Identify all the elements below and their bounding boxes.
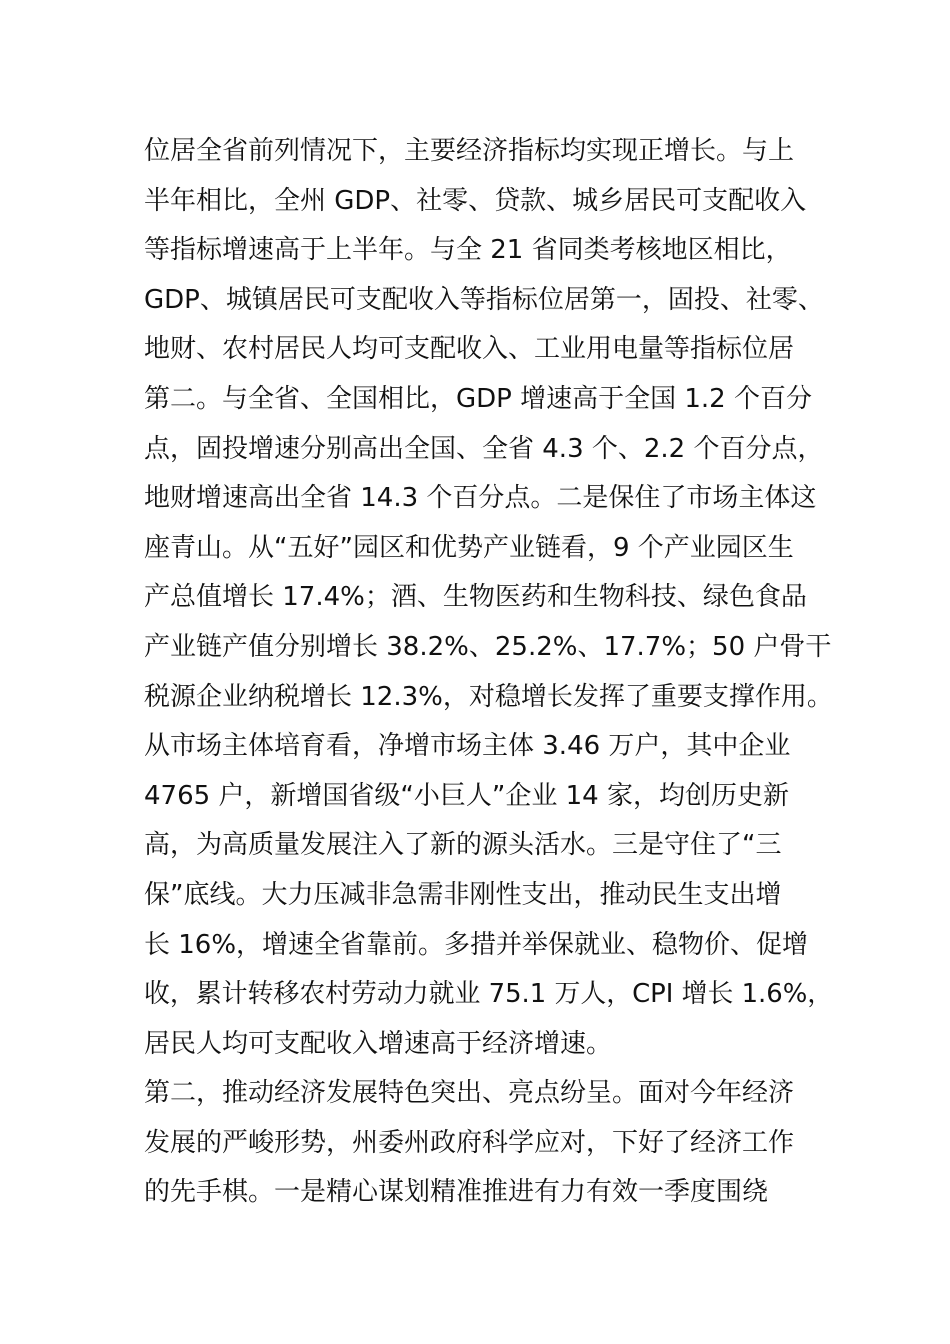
text-line-12: 税源企业纳税增长 12.3%，对稳增长发挥了重要支撑作用。 xyxy=(144,681,833,712)
text-line-22: 的先手棋。一是精心谋划精准推进有力有效一季度围绕 xyxy=(144,1177,769,1208)
text-line-11: 产业链产值分别增长 38.2%、25.2%、17.7%；50 户骨干 xyxy=(144,631,832,662)
text-line-2: 半年相比，全州 GDP、社零、贷款、城乡居民可支配收入 xyxy=(144,185,807,216)
body-text xyxy=(144,127,834,1218)
text-line-17: 长 16%，增速全省靠前。多措并举保就业、稳物价、促增 xyxy=(144,929,809,960)
text-line-13: 从市场主体培育看，净增市场主体 3.46 万户，其中企业 xyxy=(144,731,791,762)
text-line-3: 等指标增速高于上半年。与全 21 省同类考核地区相比， xyxy=(144,235,792,266)
text-line-20: 第二，推动经济发展特色突出、亮点纷呈。面对今年经济 xyxy=(144,1078,795,1109)
text-line-15: 高，为高质量发展注入了新的源头活水。三是守住了“三 xyxy=(144,830,782,861)
text-line-9: 座青山。从“五好”园区和优势产业链看，9 个产业园区生 xyxy=(144,532,794,563)
text-line-14: 4765 户，新增国省级“小巨人”企业 14 家，均创历史新 xyxy=(144,780,789,811)
text-line-10: 产总值增长 17.4%；酒、生物医药和生物科技、绿色食品 xyxy=(144,582,807,613)
text-line-8: 地财增速高出全省 14.3 个百分点。二是保住了市场主体这 xyxy=(144,483,817,514)
text-line-6: 第二。与全省、全国相比，GDP 增速高于全国 1.2 个百分 xyxy=(144,383,812,414)
text-line-16: 保”底线。大力压减非急需非刚性支出，推动民生支出增 xyxy=(144,879,782,910)
text-line-4: GDP、城镇居民可支配收入等指标位居第一，固投、社零、 xyxy=(144,284,824,315)
text-line-18: 收，累计转移农村劳动力就业 75.1 万人，CPI 增长 1.6%， xyxy=(144,979,834,1010)
text-line-1: 位居全省前列情况下，主要经济指标均实现正增长。与上 xyxy=(144,136,795,166)
text-line-7: 点，固投增速分别高出全国、全省 4.3 个、2.2 个百分点， xyxy=(144,433,824,464)
text-line-5: 地财、农村居民人均可支配收入、工业用电量等指标位居 xyxy=(144,334,795,365)
text-line-21: 发展的严峻形势，州委州政府科学应对，下好了经济工作 xyxy=(144,1127,795,1158)
text-line-19: 居民人均可支配收入增速高于经济增速。 xyxy=(144,1028,613,1059)
